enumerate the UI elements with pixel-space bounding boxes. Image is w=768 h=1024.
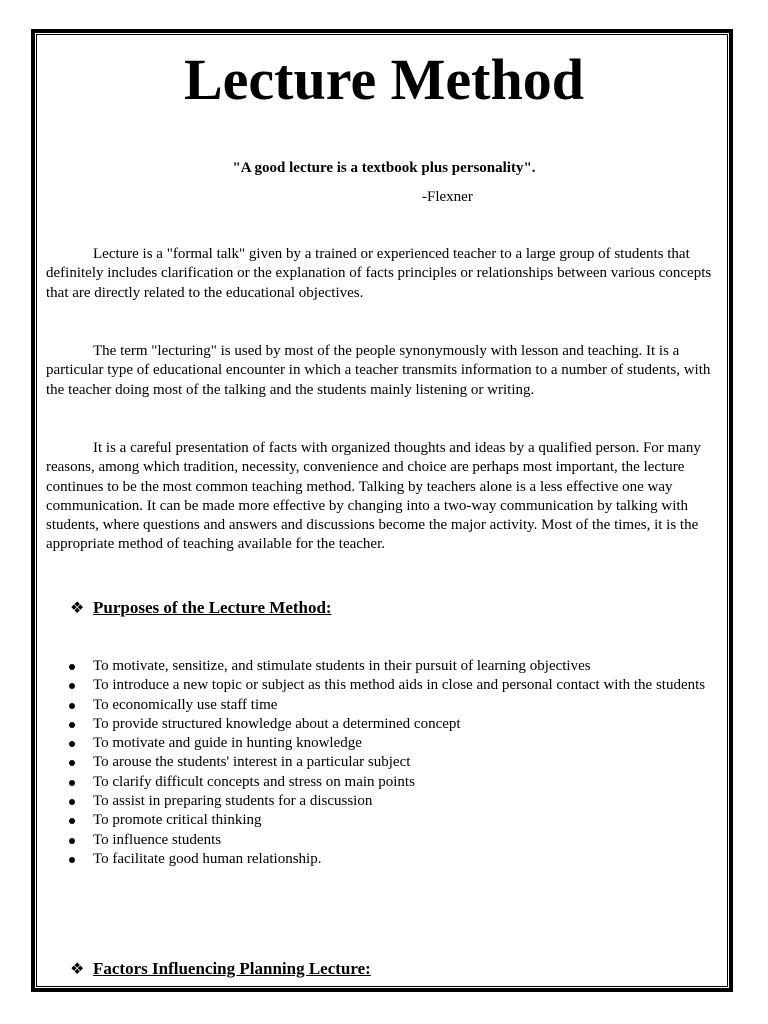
list-item: [46, 676, 706, 695]
bullet-dot-icon: [69, 722, 75, 728]
list-item-text: To motivate, sensitize, and stimulate students in their pursuit of learning objectives: [93, 658, 591, 674]
list-item-text: To provide structured knowledge about a determined concept: [93, 715, 461, 732]
purposes-list: [46, 657, 706, 869]
section-heading-factors: [70, 958, 371, 980]
bullet-dot-icon: [69, 780, 75, 786]
bullet-dot-icon: [69, 741, 75, 747]
list-item: [46, 753, 706, 772]
list-item-text: To economically use staff time: [93, 696, 278, 713]
list-item: [46, 696, 706, 715]
bullet-dot-icon: [69, 838, 75, 844]
paragraph-presentation: It is a careful presentation of facts with organized thoughts and ideas by a qualified person. For many reasons, among which tradition, necessity, convenience and choice are perhaps most important, the lecture continues to be the most common teaching method. Talking by teachers alone is a less effective one way communication. It can be made more effective by changing into a two-way communication by talking with students, where questions and answers and discussions become the major activity. Most of the times, it is the appropriate method of teaching available for the teacher.: [46, 440, 701, 553]
bullet-dot-icon: [69, 683, 75, 689]
list-item-text: To introduce a new topic or subject as this method aids in close and personal contact with the students: [93, 677, 706, 694]
list-item: [46, 734, 706, 753]
list-item: [46, 657, 706, 676]
paragraph-term: The term "lecturing" is used by most of the people synonymously with lesson and teaching. It is a particular type of educational encounter in which a teacher transmits information to a number of students, with the teacher doing most of the talking and the students mainly listening or writing.: [46, 343, 711, 398]
section-heading-purposes: [70, 597, 332, 619]
epigraph-attribution: -Flexner: [422, 189, 473, 205]
list-item: [46, 850, 706, 869]
list-item: [46, 715, 706, 734]
list-item: [46, 792, 706, 811]
list-item: [46, 811, 706, 830]
list-item-text: To facilitate good human relationship.: [93, 850, 322, 867]
bullet-dot-icon: [69, 703, 75, 709]
list-item-text: To influence students: [93, 831, 222, 848]
bullet-dot-icon: [69, 818, 75, 824]
list-item-text: To promote critical thinking: [93, 812, 262, 829]
epigraph-quote: "A good lecture is a textbook plus personality".: [232, 160, 536, 176]
list-item: [46, 773, 706, 792]
list-item: [46, 831, 706, 850]
diamond-bullet-icon: ❖: [70, 598, 85, 617]
bullet-dot-icon: [69, 799, 75, 805]
list-item-text: To arouse the students' interest in a particular subject: [93, 754, 411, 771]
bullet-dot-icon: [69, 760, 75, 766]
bullet-dot-icon: [69, 664, 75, 670]
list-item-text: To assist in preparing students for a discussion: [93, 793, 373, 810]
page-title: Lecture Method: [184, 47, 584, 112]
bullet-dot-icon: [69, 857, 75, 863]
section-heading-text: Factors Influencing Planning Lecture:: [93, 959, 371, 978]
list-item-text: To motivate and guide in hunting knowledge: [93, 735, 362, 752]
list-item-text: To clarify difficult concepts and stress on main points: [93, 773, 415, 790]
section-heading-text: Purposes of the Lecture Method:: [93, 598, 332, 617]
diamond-bullet-icon: ❖: [70, 959, 85, 978]
paragraph-definition: Lecture is a "formal talk" given by a trained or experienced teacher to a large group of students that definitely includes clarification or the explanation of facts principles or relationships between various concepts that are directly related to the educational objectives.: [46, 246, 712, 301]
